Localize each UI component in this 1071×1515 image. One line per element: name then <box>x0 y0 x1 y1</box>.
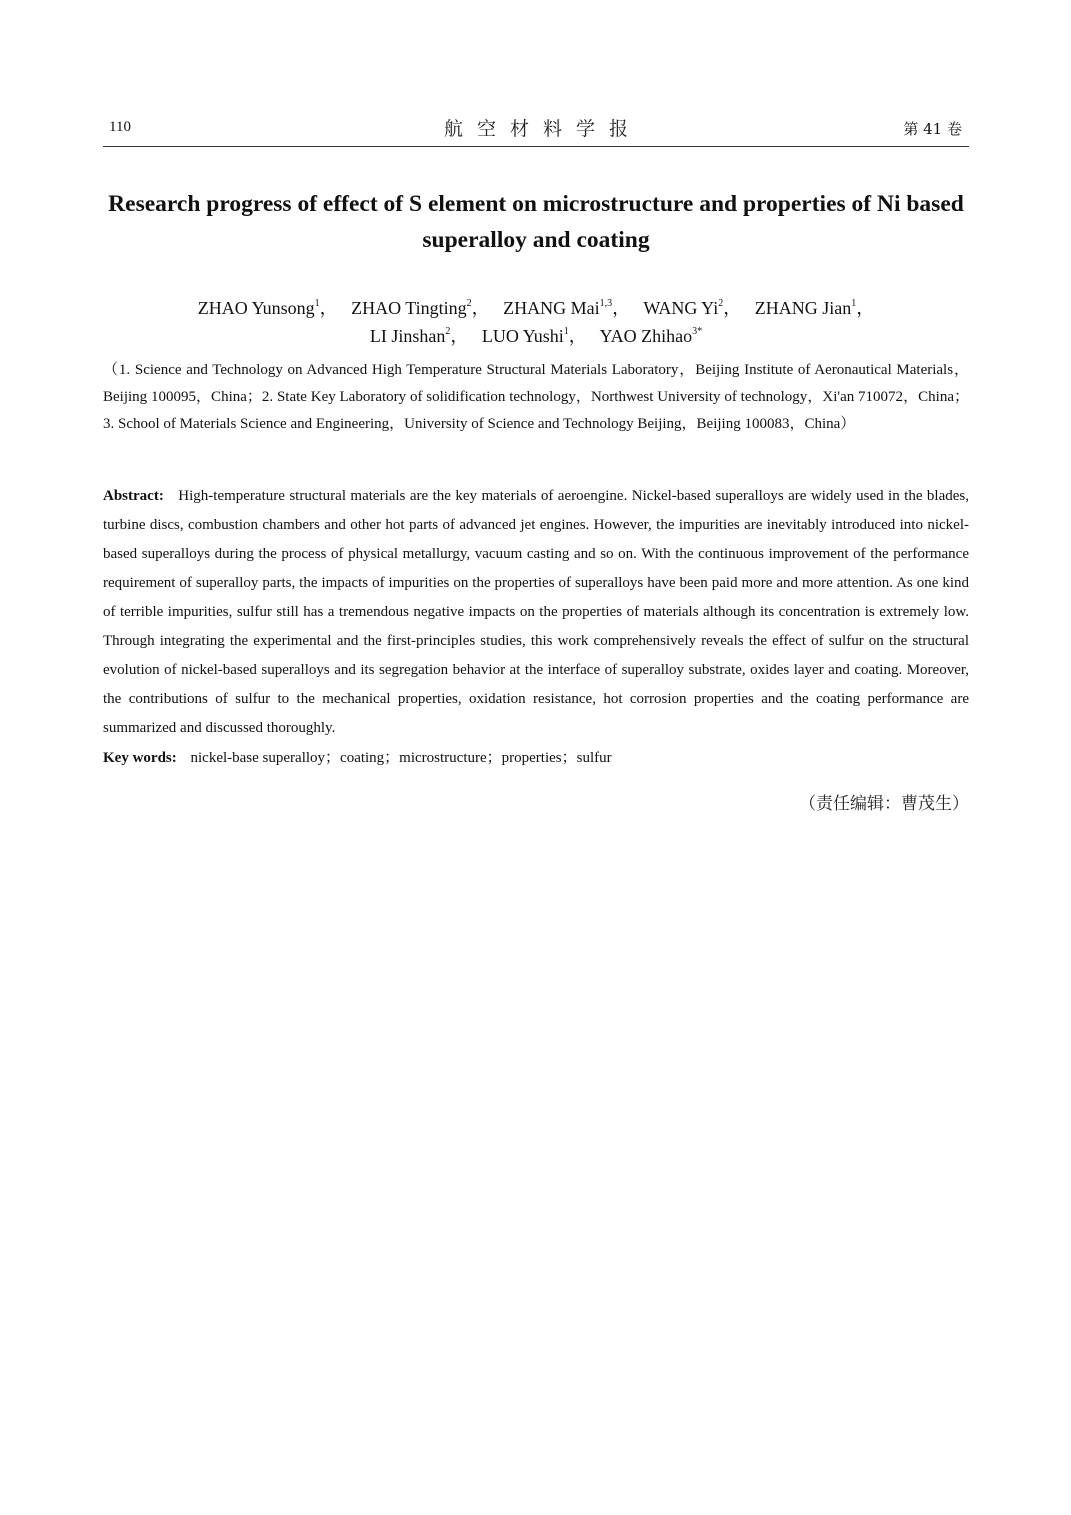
author: YAO Zhihao$^{3*}$ <box>599 326 703 346</box>
author: WANG Yi$^2$ <box>643 298 724 318</box>
journal-name: 航空材料学报 <box>443 118 642 140</box>
abstract-section <box>103 482 969 743</box>
editor-note: （责任编辑：曹茂生） <box>799 794 969 814</box>
keywords-section <box>103 744 969 772</box>
abstract-text: High-temperature structural materials are the key materials of aeroengine. Nickel-based superalloys are widely used in the blades, turbine discs, combustion chambers and other hot parts of advanced jet engines. However, the impurities are inevitably introduced into nickel-based superalloys during the process of physical metallurgy, vacuum casting and so on. With the continuous improvement of the performance requirement of superalloy parts, the impacts of impurities on the properties of superalloys have been paid more and more attention. As one kind of terrible impurities, sulfur still has a tremendous negative impacts on the properties of materials although its concentration is extremely low. Through integrating the experimental and the first-principles studies, this work comprehensively reveals the effect of sulfur on the structural evolution of nickel-based superalloys and its segregation behavior at the interface of superalloy substrate, oxides layer and coating. Moreover, the contributions of sulfur to the mechanical properties, oxidation resistance, hot corrosion properties and the coating performance are summarized and discussed thoroughly. <box>103 488 970 736</box>
author: LI Jinshan$^2$ <box>369 326 451 346</box>
keywords-label: Key words: <box>103 750 177 766</box>
page-number: 110 <box>109 119 131 135</box>
author: LUO Yushi$^1$ <box>481 326 569 346</box>
author: ZHANG Jian$^1$ <box>754 298 857 318</box>
keywords-text: nickel-base superalloy；coating；microstructure；properties；sulfur <box>190 750 612 766</box>
abstract-label: Abstract: <box>103 488 164 504</box>
volume-label: 第 41 卷 <box>903 120 962 138</box>
paper-title: Research progress of effect of S element on microstructure and properties of Ni based superalloy and coating <box>108 191 964 253</box>
affiliations: （1. Science and Technology on Advanced High Temperature Structural Materials Laboratory，Beijing Institute of Aeronautical Materials，Beijing 100095，China；2. State Key Laboratory of solidification technology，Northwest University of technology，Xi'an 710072，China；3. School of Materials Science and Engineering，University of Science and Technology Beijing，Beijing 100083，China） <box>103 362 969 432</box>
author-line-2: LI Jinshan$^2$， LUO Yushi$^1$， YAO Zhihao$^{3*}$ <box>369 326 703 346</box>
author: ZHAO Yunsong$^1$ <box>197 298 320 318</box>
author: ZHAO Tingting$^2$ <box>351 298 472 318</box>
author-list <box>103 294 969 350</box>
author-line-1: ZHAO Yunsong$^1$， ZHAO Tingting$^2$， ZHANG Mai$^{1,3}$， WANG Yi$^2$， ZHANG Jian$^1$， <box>197 298 875 318</box>
author: ZHANG Mai$^{1,3}$ <box>503 298 613 318</box>
page-header <box>103 112 969 147</box>
